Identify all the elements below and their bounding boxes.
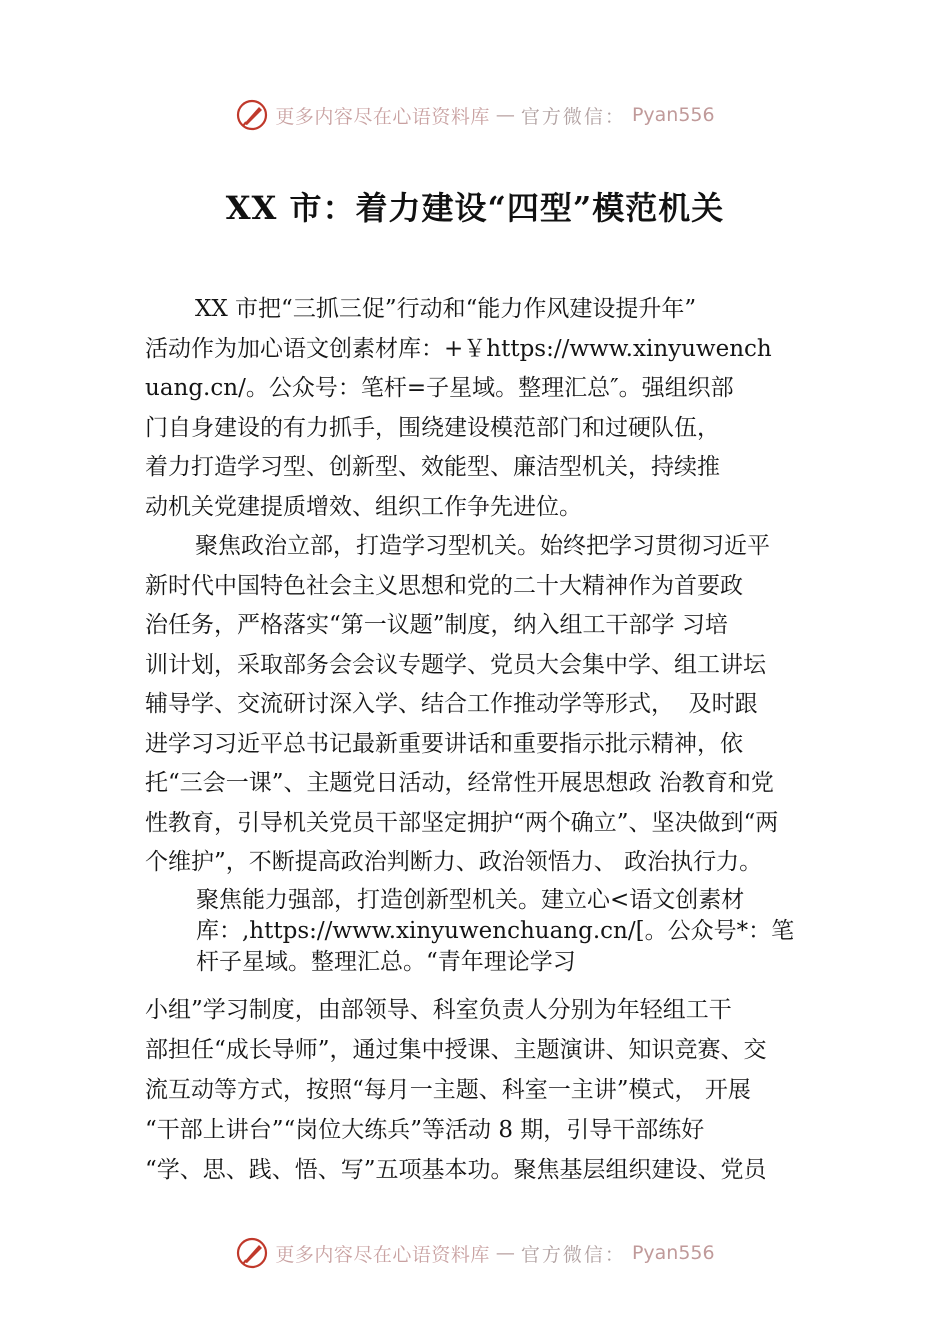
- paragraph-line: 训计划，采取部务会会议专题学、党员大会集中学、组工讲坛: [145, 651, 766, 678]
- paragraph-line: 着力打造学习型、创新型、效能型、廉洁型机关，持续推: [145, 454, 720, 480]
- banner-wechat-id: Pyan556: [631, 104, 715, 126]
- banner-main-text: 更多内容尽在心语资料库: [275, 105, 490, 128]
- paragraph-line: 动机关党建提质增效、组织工作争先进位。: [145, 493, 582, 520]
- banner-main-text: 更多内容尽在心语资料库: [275, 1243, 490, 1266]
- paragraph-line: 新时代中国特色社会主义思想和党的二十大精神作为首要政: [145, 572, 743, 599]
- paragraph-line: 托“三会一课”、主题党日活动，经常性开展思想政 治教育和党: [145, 770, 774, 796]
- paragraph-line: 库：,https://www.xinyuwenchuang.cn/[。公众号*：笔: [196, 918, 795, 944]
- paragraph-line: 聚焦政治立部，打造学习型机关。始终把学习贯彻习近平: [195, 533, 770, 559]
- paragraph-line: 聚焦能力强部，打造创新型机关。建立心<语文创素材: [196, 887, 745, 913]
- paragraph-line: “学、思、践、悟、写”五项基本功。聚焦基层组织建设、党员: [145, 1157, 767, 1183]
- paragraph-line: 部担任“成长导师”，通过集中授课、主题演讲、知识竞赛、交: [145, 1037, 767, 1063]
- paragraph-line: 门自身建设的有力抓手，围绕建设模范部门和过硬队伍，: [145, 414, 720, 441]
- quill-logo-icon: [235, 1236, 269, 1270]
- paragraph-4: [145, 990, 830, 1190]
- document-title: XX 市：着力建设“四型”模范机关: [225, 189, 725, 227]
- paragraph-line: 个维护”，不断提高政治判断力、政治领悟力、 政治执行力。: [145, 849, 763, 875]
- quill-logo-icon: [235, 98, 269, 132]
- paragraph-2: [145, 527, 830, 883]
- paragraph-line: uang.cn/。公众号：笔杆=子星域。整理汇总″。强组织部: [145, 375, 734, 401]
- paragraph-line: 治任务，严格落实“第一议题”制度，纳入组工干部学 习培: [145, 612, 728, 638]
- paragraph-line: 性教育，引导机关党员干部坚定拥护“两个确立”、坚决做到“两: [145, 809, 779, 836]
- paragraph-line: 进学习习近平总书记最新重要讲话和重要指示批示精神，依: [145, 730, 743, 757]
- paragraph-3: [196, 885, 836, 978]
- paragraph-line: XX 市把“三抓三促”行动和“能力作风建设提升年”: [195, 296, 697, 322]
- banner-separator: —: [495, 104, 515, 126]
- header-banner: [0, 95, 950, 135]
- banner-label: 官方微信：: [520, 105, 626, 128]
- paragraph-line: 辅导学、交流研讨深入学、结合工作推动学等形式， 及时跟: [145, 691, 758, 717]
- footer-banner: [0, 1233, 950, 1273]
- banner-wechat-id: Pyan556: [631, 1242, 715, 1264]
- paragraph-1: [145, 290, 830, 527]
- paragraph-line: 杆子星域。整理汇总。“青年理论学习: [196, 949, 576, 975]
- banner-label: 官方微信：: [520, 1243, 626, 1266]
- paragraph-line: 活动作为加心语文创素材库：+￥https://www.xinyuwench: [145, 335, 772, 362]
- paragraph-line: “干部上讲台”“岗位大练兵”等活动 8 期，引导干部练好: [145, 1117, 705, 1143]
- paragraph-line: 流互动等方式，按照“每月一主题、科室一主讲”模式， 开展: [145, 1077, 751, 1103]
- paragraph-line: 小组”学习制度，由部领导、科室负责人分别为年轻组工干: [145, 997, 732, 1023]
- banner-separator: —: [495, 1242, 515, 1264]
